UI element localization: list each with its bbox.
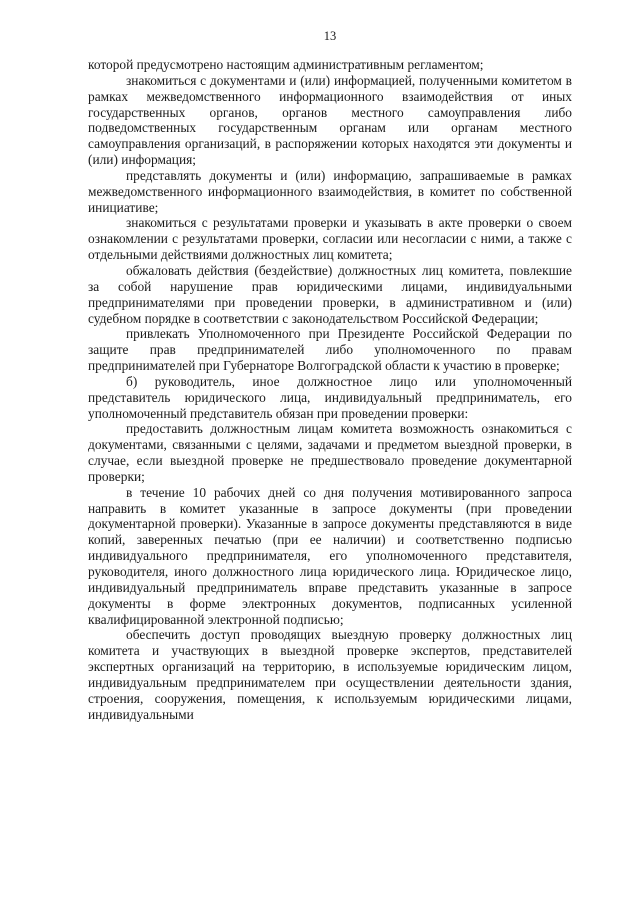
paragraph-ensure-access: обеспечить доступ проводящих выездную проверку должностных лиц комитета и участвующих в выездной проверке экспертов, представителей экспертных организаций на территорию, в используемые юридическим лицом, индивидуальным предпринимателем при осуществлении деятельности здания, строения, сооружения, помещения, к используемым юридическими лицами, индивидуальными	[88, 627, 572, 722]
paragraph-involve-ombudsman: привлекать Уполномоченного при Президенте Российской Федерации по защите прав предпринимателей либо уполномоченного по правам предпринимателей при Губернаторе Волгоградской области к участию в проверке;	[88, 326, 572, 374]
paragraph-send-documents: в течение 10 рабочих дней со дня получения мотивированного запроса направить в комитет указанные в запросе документы (при проведении документарной проверки). Указанные в запросе документы представляются в виде копий, заверенных печатью (при ее наличии) и соответственно подписью индивидуального предпринимателя, его уполномоченного представителя, руководителя, иного должностного лица юридического лица. Юридическое лицо, индивидуальный предприниматель вправе представить указанные в запросе документы в форме электронных документов, подписанных усиленной квалифицированной электронной подписью;	[88, 484, 572, 627]
paragraph-continuation: которой предусмотрено настоящим административным регламентом;	[88, 57, 484, 72]
document-page	[88, 28, 572, 722]
paragraph-familiarize-results: знакомиться с результатами проверки и указывать в акте проверки о своем ознакомлении с результатами проверки, согласии или несогласии с ними, а также с отдельными действиями должностных лиц комитета;	[88, 215, 572, 263]
paragraph-appeal-actions: обжаловать действия (бездействие) должностных лиц комитета, повлекшие за собой нарушение прав юридическими лицами, индивидуальными предпринимателями при проведении проверки, в административном и (или) судебном порядке в соответствии с законодательством Российской Федерации;	[88, 262, 572, 326]
page-number: 13	[323, 29, 337, 43]
paragraph-familiarize-documents: знакомиться с документами и (или) информацией, полученными комитетом в рамках межведомственного информационного взаимодействия от иных государственных органов, органов местного самоуправления либо подведомственных государственным органам или органам местного самоуправления организаций, в распоряжении которых находятся эти документы и (или) информация;	[88, 72, 572, 168]
paragraph-provide-access-documents: предоставить должностным лицам комитета возможность ознакомиться с документами, связанными с целями, задачами и предметом выездной проверки, в случае, если выездной проверке не предшествовало проведение документарной проверки;	[88, 421, 572, 484]
paragraph-submit-documents: представлять документы и (или) информацию, запрашиваемые в рамках межведомственного информационного взаимодействия, в комитет по собственной инициативе;	[88, 167, 572, 215]
paragraph-obligations-heading: б) руководитель, иное должностное лицо или уполномоченный представитель юридического лица, индивидуальный предприниматель, его уполномоченный представитель обязан при проведении проверки:	[88, 373, 572, 421]
